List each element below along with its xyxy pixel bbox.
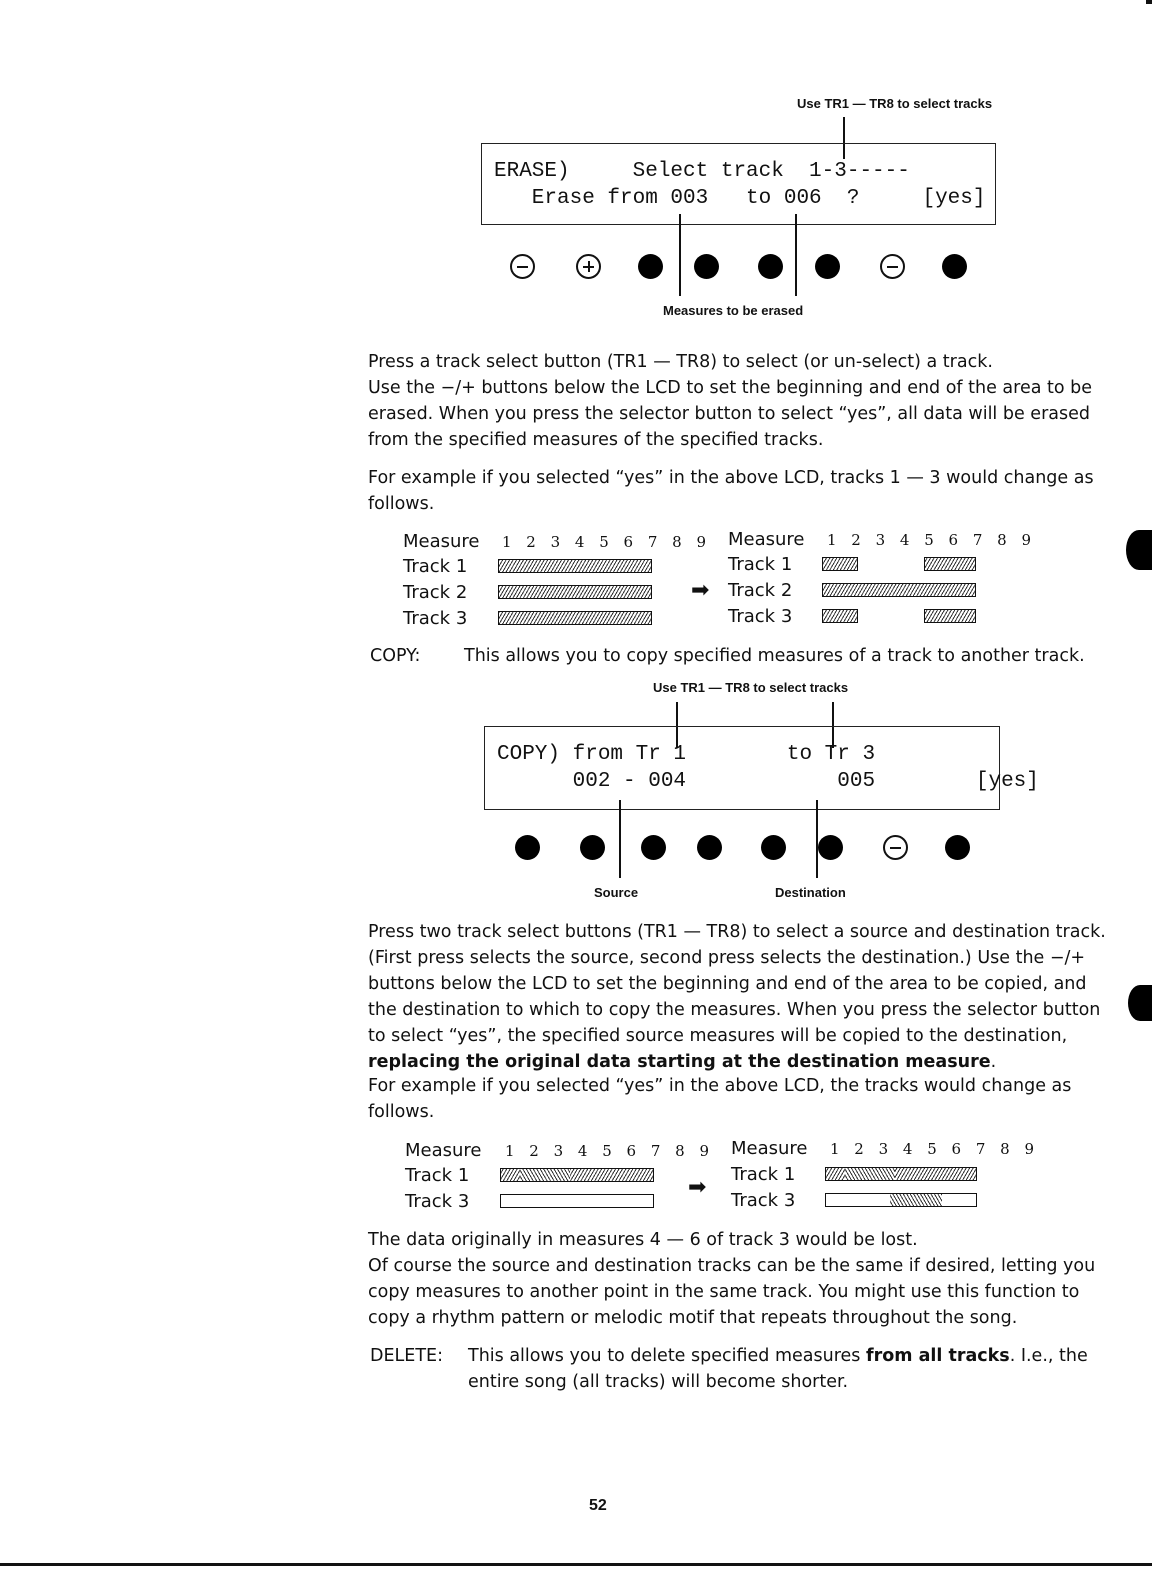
copy-after-bar-track-3-c: [942, 1193, 977, 1207]
erase-after-track-3: Track 3: [728, 606, 793, 627]
copy-button-2[interactable]: [580, 835, 605, 860]
copy-before-measure-label: Measure: [405, 1140, 482, 1161]
copy-lcd-display: [484, 726, 1039, 810]
erase-before-bar-track-2: [498, 585, 652, 599]
page-number: 52: [589, 1497, 607, 1514]
copy-paragraph-4: Of course the source and destination tracks can be the same if desired, letting you copy measures to another point in the same track. You might use this function to copy a rhythm pattern or melodic motif that repeats throughout the song.: [368, 1256, 1096, 1328]
erase-after-measure-numbers: 1 2 3 4 5 6 7 8 9: [827, 531, 1037, 549]
copy-source-line: [619, 800, 621, 878]
binding-mark-top: [1126, 530, 1152, 570]
delete-definition-text: This allows you to delete specified measures: [468, 1346, 866, 1366]
copy-paragraph-2: For example if you selected “yes” in the above LCD, the tracks would change as follows.: [368, 1076, 1072, 1122]
erase-after-bar-track-2: [822, 583, 976, 597]
copy-button-3[interactable]: [641, 835, 666, 860]
erase-after-bar-track-3-start: [822, 609, 858, 623]
erase-after-bar-track-1-end: [924, 557, 976, 571]
copy-before-bar-track-1-c: [570, 1168, 654, 1182]
erase-plus-button-1[interactable]: [576, 254, 601, 279]
erase-lcd-line-1: ERASE) Select track 1-3-----: [494, 160, 910, 183]
copy-after-bar-track-3-a: [825, 1193, 890, 1207]
erase-button-4[interactable]: [694, 254, 719, 279]
copy-paragraph-1-text: Press two track select buttons (TR1 — TR8) to select a source and destination track. (First press selects the source, second press selects the destination.) Use the −/+ buttons below the LCD to set the beginning and end of the area to be copied, and the destination to which to copy the measures. When you press the selector button to select “yes”, the specified source measures will be copied to the destination,: [368, 922, 1106, 1046]
copy-before-bar-track-1-b: [520, 1168, 570, 1182]
erase-callout-select-tracks: Use TR1 — TR8 to select tracks: [797, 96, 993, 111]
erase-before-track-1: Track 1: [403, 556, 468, 577]
copy-before-measure-numbers: 1 2 3 4 5 6 7 8 9: [505, 1142, 715, 1160]
erase-after-measure-label: Measure: [728, 529, 805, 550]
copy-paragraph-1-bold: replacing the original data starting at the destination measure: [368, 1052, 991, 1072]
erase-before-bar-track-1: [498, 559, 652, 573]
copy-before-bar-track-1-a: [500, 1168, 520, 1182]
erase-before-bar-track-3: [498, 611, 652, 625]
copy-after-measure-label: Measure: [731, 1138, 808, 1159]
copy-after-bar-track-1-b: [845, 1167, 895, 1181]
copy-after-measure-numbers: 1 2 3 4 5 6 7 8 9: [830, 1140, 1040, 1158]
copy-before-bar-track-3: [500, 1194, 654, 1208]
page-bottom-rule: [0, 1563, 1152, 1566]
erase-selector-button[interactable]: [942, 254, 967, 279]
erase-measure-line-from: [679, 214, 681, 296]
erase-button-5[interactable]: [758, 254, 783, 279]
erase-button-3[interactable]: [638, 254, 663, 279]
copy-button-6[interactable]: [818, 835, 843, 860]
erase-paragraph-1: Press a track select button (TR1 — TR8) to select (or un-select) a track.: [368, 352, 993, 372]
erase-after-bar-track-3-end: [924, 609, 976, 623]
copy-button-5[interactable]: [761, 835, 786, 860]
copy-callout-destination: Destination: [775, 885, 846, 900]
copy-button-1[interactable]: [515, 835, 540, 860]
copy-lcd-line-1: COPY) from Tr 1 to Tr 3: [497, 743, 876, 766]
erase-paragraph-3: For example if you selected “yes” in the above LCD, tracks 1 — 3 would change as follows.: [368, 468, 1094, 514]
copy-lcd-line-2: 002 - 004 005 [yes]: [497, 770, 1039, 793]
delete-definition-bold: from all tracks: [865, 1346, 1010, 1366]
delete-term: DELETE:: [370, 1346, 443, 1366]
copy-destination-line: [816, 800, 818, 878]
erase-measure-line-to: [795, 214, 797, 296]
copy-paragraph-3: The data originally in measures 4 — 6 of track 3 would be lost.: [368, 1230, 918, 1250]
erase-after-track-1: Track 1: [728, 554, 793, 575]
copy-definition: This allows you to copy specified measures of a track to another track.: [464, 646, 1085, 666]
copy-after-bar-track-1-c: [895, 1167, 977, 1181]
copy-term: COPY:: [370, 646, 421, 666]
copy-paragraph-1: [368, 919, 1120, 1075]
erase-before-measure-numbers: 1 2 3 4 5 6 7 8 9: [502, 533, 712, 551]
copy-after-bar-track-3-b: [890, 1193, 942, 1207]
erase-before-track-2: Track 2: [403, 582, 468, 603]
copy-paragraph-1-end: .: [990, 1052, 997, 1072]
binding-mark-middle: [1128, 985, 1152, 1021]
copy-after-track-3: Track 3: [731, 1190, 796, 1211]
copy-after-bar-track-1-a: [825, 1167, 845, 1181]
copy-before-track-1: Track 1: [405, 1165, 470, 1186]
copy-callout-select-tracks: Use TR1 — TR8 to select tracks: [653, 680, 849, 695]
erase-callout-measures: Measures to be erased: [663, 303, 804, 318]
erase-lcd-display: [481, 143, 996, 225]
delete-definition-end: . I.e., the entire song (all tracks) will become shorter.: [468, 1346, 1088, 1392]
erase-before-track-3: Track 3: [403, 608, 468, 629]
erase-minus-button-2[interactable]: [880, 254, 905, 279]
copy-before-track-3: Track 3: [405, 1191, 470, 1212]
erase-button-6[interactable]: [815, 254, 840, 279]
erase-after-bar-track-1-start: [822, 557, 858, 571]
erase-arrow-icon: ➡: [691, 578, 710, 603]
delete-definition: [468, 1343, 1122, 1395]
copy-minus-button[interactable]: [883, 835, 908, 860]
copy-selector-button[interactable]: [945, 835, 970, 860]
copy-button-4[interactable]: [697, 835, 722, 860]
copy-after-track-1: Track 1: [731, 1164, 796, 1185]
erase-lcd-line-2: Erase from 003 to 006 ? [yes]: [494, 187, 986, 210]
corner-mark: [1146, 0, 1152, 4]
erase-minus-button-1[interactable]: [510, 254, 535, 279]
copy-callout-source: Source: [594, 885, 639, 900]
copy-arrow-icon: ➡: [688, 1175, 707, 1200]
erase-paragraph-2: Use the −/+ buttons below the LCD to set the beginning and end of the area to be erased. When you press the selector button to select “yes”, all data will be erased from the specified measures of the specified tracks.: [368, 378, 1093, 450]
erase-before-measure-label: Measure: [403, 531, 480, 552]
erase-after-track-2: Track 2: [728, 580, 793, 601]
